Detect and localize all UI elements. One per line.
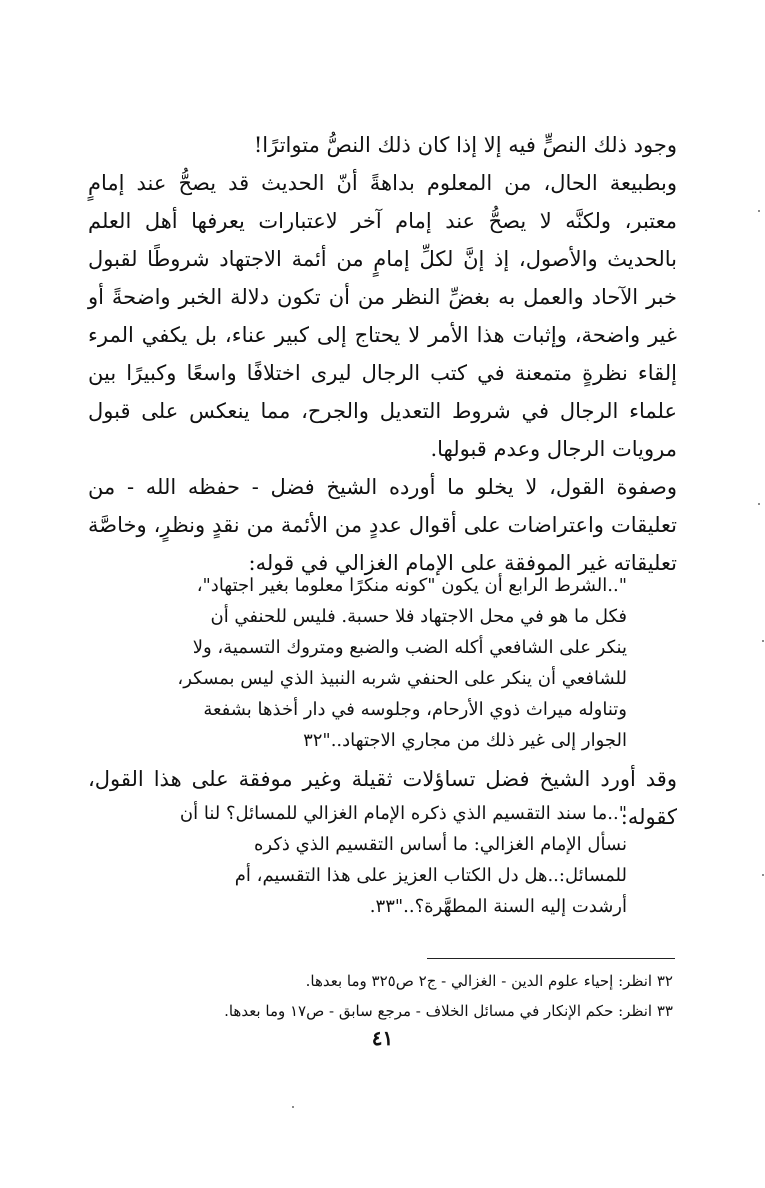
footnotes (200, 966, 673, 1026)
quote-line: أرشدت إليه السنة المطهَّرة؟.."٣٣. (369, 896, 627, 917)
quote-block-2 (114, 798, 627, 922)
scan-speck (292, 1106, 294, 1108)
quote-block-2-wrapper (0, 794, 765, 928)
text-line: وبطبيعة الحال، من المعلوم بداهةً أنّ الحديث قد يصحُّ عند إمامٍ معتبر، (88, 171, 677, 233)
scan-speck (758, 503, 760, 505)
quote-block-1 (114, 570, 627, 756)
quote-line: "..ما سند التقسيم الذي ذكره الإمام الغزالي للمسائل؟ لنا أن (179, 803, 627, 824)
text-line: واعتراضات على أقوال عددٍ من الأئمة من نقدٍ ونظرٍ، وخاصَّة تعليقاته غير (88, 513, 677, 575)
quote-block-1-wrapper (0, 566, 765, 762)
quote-line: نسأل الإمام الغزالي: ما أساس التقسيم الذي ذكره (254, 834, 627, 855)
scan-speck (762, 640, 764, 642)
paragraph-3 (88, 468, 677, 582)
scan-speck (762, 874, 764, 876)
page-number: ٤١ (371, 1026, 394, 1050)
text-line: اختلافًا واسعًا وكبيرًا بين علماء الرجال في شروط التعديل والجرح، مما ينعكس (88, 361, 677, 423)
text-line: يحتاج إلى كبير عناء، بل يكفي المرء إلقاء نظرةٍ متمعنة في كتب الرجال ليرى (88, 323, 677, 385)
text-line: الموفقة على الإمام الغزالي في قوله: (248, 551, 572, 575)
scan-speck (758, 210, 760, 212)
footnote-33: ٣٣ انظر: حكم الإنكار في مسائل الخلاف - مرجع سابق - ص١٧ وما بعدها. (224, 1002, 673, 1020)
text-line: النظر من أن تكون دلالة الخبر واضحةً أو غير واضحة، وإثبات هذا الأمر لا (88, 285, 677, 347)
text-line: ولكنَّه لا يصحُّ عند إمام آخر لاعتبارات يعرفها أهل العلم بالحديث والأصول، (88, 209, 677, 271)
footnote-divider (427, 958, 675, 959)
quote-line: الجوار إلى غير ذلك من مجاري الاجتهاد.."٣٢ (303, 730, 627, 751)
text-line: على قبول مرويات الرجال وعدم قبولها. (88, 399, 677, 461)
text-line: وجود ذلك النصٍّ فيه إلا إذا كان ذلك النصُّ متواترًا! (253, 133, 677, 157)
quote-line: فكل ما هو في محل الاجتهاد فلا حسبة. فليس للحنفي أن (210, 606, 627, 627)
quote-line: للمسائل:..هل دل الكتاب العزيز على هذا التقسيم، أم (234, 865, 627, 886)
quote-line: "..الشرط الرابع أن يكون "كونه منكرًا معلوما بغير اجتهاد"، (196, 575, 627, 596)
paragraph-4: وقد أورد الشيخ فضل تساؤلات ثقيلة وغير موفقة على هذا القول، كقوله: (88, 767, 677, 829)
footnote-32: ٣٢ انظر: إحياء علوم الدين - الغزالي - ج٢ ص٣٢٥ وما بعدها. (305, 972, 673, 990)
quote-line: ينكر على الشافعي أكله الضب والضبع ومتروك التسمية، ولا (192, 637, 627, 658)
text-line: وصفوة القول، لا يخلو ما أورده الشيخ فضل - حفظه الله - من تعليقات (88, 475, 677, 537)
text-line: إذ إنَّ لكلِّ إمامٍ من أئمة الاجتهاد شروطًا لقبول خبر الآحاد والعمل به بغضِّ (88, 247, 677, 309)
quote-line: وتناوله ميراث ذوي الأرحام، وجلوسه في دار أخذها بشفعة (203, 699, 627, 720)
quote-line: للشافعي أن ينكر على الحنفي شربه النبيذ الذي ليس بمسكر، (177, 668, 627, 689)
paragraph-1 (88, 126, 677, 164)
paragraph-2 (88, 164, 677, 468)
main-text (88, 126, 677, 582)
